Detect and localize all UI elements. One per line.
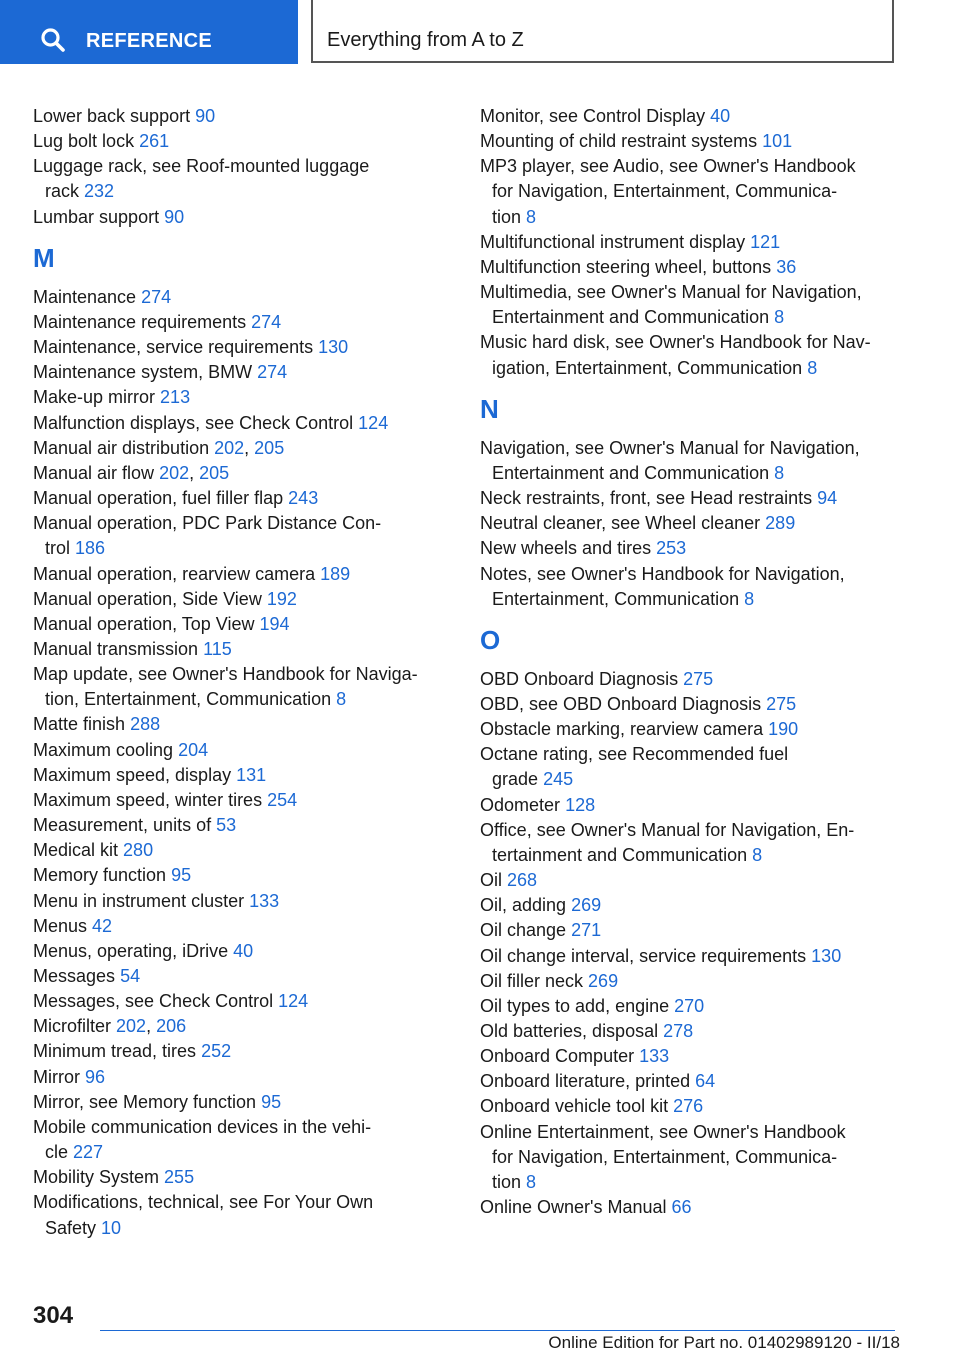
index-entry	[33, 889, 448, 914]
page-reference-link[interactable]: 90	[164, 206, 185, 227]
page-reference-link[interactable]: 40	[710, 106, 731, 126]
index-term: Maximum speed, display	[33, 764, 232, 785]
index-term: Maximum speed, winter tires	[33, 789, 263, 810]
index-entry	[33, 310, 448, 335]
index-term: Manual air distribution	[33, 437, 210, 458]
index-entry	[480, 154, 900, 229]
index-term: Notes, see Owner's Handbook for Navigation,	[480, 563, 845, 584]
page-reference-link[interactable]: 269	[571, 895, 602, 916]
page-reference-link[interactable]: 8	[744, 588, 755, 609]
index-term: Monitor, see Control Display	[480, 106, 706, 126]
index-term: Onboard Computer	[480, 1046, 635, 1067]
index-column-right	[480, 104, 900, 1220]
index-entry	[33, 1065, 448, 1090]
index-term-continuation: Entertainment and Communication	[492, 462, 770, 483]
index-entry: Microfilter 202, 206	[33, 1016, 187, 1037]
page-reference-link[interactable]: 232	[84, 181, 115, 202]
page-reference-link[interactable]: 205	[199, 462, 230, 483]
index-entry	[480, 230, 900, 255]
index-entry	[33, 360, 448, 385]
page-reference-link[interactable]: 42	[92, 915, 113, 936]
index-entry	[480, 692, 900, 717]
page-reference-link[interactable]: 243	[288, 488, 319, 509]
search-icon	[40, 27, 66, 53]
index-term: Medical kit	[33, 840, 119, 861]
page-reference-link[interactable]: 8	[336, 689, 347, 710]
index-term: Lumbar support	[33, 206, 160, 227]
index-entry: Manual air distribution 202, 205	[33, 437, 285, 458]
page-reference-link[interactable]: 268	[507, 870, 538, 891]
index-entry	[33, 662, 448, 712]
index-term: Octane rating, see Recommended fuel	[480, 744, 789, 765]
page-reference-link[interactable]: 131	[236, 764, 267, 785]
page-reference-link[interactable]: 253	[656, 538, 687, 559]
page-reference-link[interactable]: 275	[683, 668, 714, 689]
page-reference-link[interactable]: 66	[671, 1197, 692, 1218]
index-term: Messages	[33, 966, 116, 986]
page-reference-link[interactable]: 276	[673, 1096, 704, 1117]
index-term: Mirror, see Memory function	[33, 1091, 257, 1112]
page-reference-link[interactable]: 64	[695, 1071, 716, 1092]
index-entry	[33, 838, 448, 863]
index-entry	[480, 893, 900, 918]
index-term: Oil filler neck	[480, 970, 584, 991]
page-reference-link[interactable]: 255	[164, 1167, 195, 1188]
index-entry	[480, 129, 900, 154]
page-reference-link[interactable]: 289	[765, 513, 796, 534]
index-entry	[33, 637, 448, 662]
index-term: Mounting of child restraint systems	[480, 131, 758, 152]
index-term: Mirror	[33, 1066, 80, 1087]
index-term: Measurement, units of	[33, 815, 212, 836]
page-reference-link[interactable]: 274	[251, 311, 282, 332]
page-reference-link[interactable]: 274	[141, 286, 172, 307]
index-entry	[33, 738, 448, 763]
index-term-continuation: tertainment and Communication	[492, 844, 748, 865]
page-reference-link[interactable]: 275	[766, 693, 797, 714]
page-reference-link[interactable]: 133	[249, 890, 280, 911]
index-entry	[480, 1195, 900, 1220]
page-reference-link[interactable]: 133	[639, 1046, 670, 1067]
index-term: Oil types to add, engine	[480, 995, 670, 1016]
page-reference-link[interactable]: 204	[178, 739, 209, 760]
page-reference-link[interactable]: 189	[320, 563, 351, 584]
index-term: Manual operation, PDC Park Distance Con-	[33, 513, 382, 534]
index-term: Manual operation, Side View	[33, 588, 262, 609]
index-entry	[480, 667, 900, 692]
page-reference-link[interactable]: 121	[750, 231, 781, 252]
page-reference-link[interactable]: 202	[116, 1016, 147, 1037]
index-term: Maintenance	[33, 286, 137, 307]
page-reference-link[interactable]: 8	[752, 844, 763, 865]
page-reference-link[interactable]: 53	[216, 815, 237, 836]
page-reference-link[interactable]: 288	[130, 714, 161, 735]
index-entry	[33, 1039, 448, 1064]
index-entry	[33, 154, 448, 204]
index-term: Minimum tread, tires	[33, 1041, 197, 1062]
index-term: Online Owner's Manual	[480, 1197, 667, 1218]
index-term: OBD, see OBD Onboard Diagnosis	[480, 693, 762, 714]
index-term-continuation: tion	[492, 206, 522, 227]
page-reference-link[interactable]: 206	[156, 1016, 187, 1037]
index-term: Matte finish	[33, 714, 126, 735]
index-term: Mobile communication devices in the vehi-	[33, 1116, 372, 1137]
page-reference-link[interactable]: 254	[267, 789, 298, 810]
index-entry	[480, 330, 900, 380]
index-entry	[480, 969, 900, 994]
index-term: Lower back support	[33, 106, 191, 126]
page-reference-link[interactable]: 192	[266, 588, 297, 609]
page-reference-link[interactable]: 213	[160, 387, 191, 408]
index-term: Onboard vehicle tool kit	[480, 1096, 669, 1117]
index-term-continuation: tion, Entertainment, Communication	[45, 689, 332, 710]
index-entry	[33, 562, 448, 587]
index-entry	[33, 1165, 448, 1190]
index-term: Menus	[33, 915, 88, 936]
index-entry	[33, 335, 448, 360]
index-term: Oil change	[480, 920, 567, 941]
page-reference-link[interactable]: 252	[201, 1041, 232, 1062]
index-term: Menu in instrument cluster	[33, 890, 245, 911]
index-term: Multimedia, see Owner's Manual for Navigation,	[480, 282, 862, 303]
page-reference-link[interactable]: 269	[588, 970, 619, 991]
index-entry	[480, 511, 900, 536]
page-reference-link[interactable]: 194	[259, 613, 290, 634]
page-reference-link[interactable]: 261	[139, 131, 170, 152]
index-entry	[33, 989, 448, 1014]
index-term: Online Entertainment, see Owner's Handbook	[480, 1121, 846, 1142]
index-term: Navigation, see Owner's Manual for Navigation,	[480, 437, 860, 458]
index-column-left	[33, 104, 448, 1241]
index-entry	[480, 536, 900, 561]
index-term-continuation: for Navigation, Entertainment, Communica-	[492, 1146, 838, 1167]
index-entry	[33, 1190, 448, 1240]
index-term: Luggage rack, see Roof-mounted luggage	[33, 156, 370, 177]
index-term: Mobility System	[33, 1167, 160, 1188]
index-entry	[480, 793, 900, 818]
index-entry	[33, 788, 448, 813]
index-entry	[33, 813, 448, 838]
index-term-continuation: igation, Entertainment, Communication	[492, 357, 803, 378]
index-term-continuation: grade	[492, 769, 539, 790]
page-reference-link[interactable]: 274	[257, 362, 288, 383]
index-term: Office, see Owner's Manual for Navigation, En-	[480, 819, 855, 840]
page-reference-link[interactable]: 202	[214, 437, 245, 458]
index-term: Neutral cleaner, see Wheel cleaner	[480, 513, 761, 534]
index-entry	[33, 411, 448, 436]
index-entry	[480, 1069, 900, 1094]
index-entry	[33, 285, 448, 310]
page-reference-link[interactable]: 128	[565, 794, 596, 815]
index-term: Manual operation, Top View	[33, 613, 255, 634]
index-entry	[480, 255, 900, 280]
page-reference-link[interactable]: 95	[261, 1091, 282, 1112]
index-term-continuation: Entertainment, Communication	[492, 588, 740, 609]
page-reference-link[interactable]: 271	[571, 920, 602, 941]
index-entry	[480, 742, 900, 792]
page-reference-link[interactable]: 205	[254, 437, 285, 458]
index-entry	[33, 1115, 448, 1165]
index-entry	[33, 863, 448, 888]
index-term: Old batteries, disposal	[480, 1021, 659, 1041]
index-term: Manual operation, fuel filler flap	[33, 488, 284, 509]
index-term: Messages, see Check Control	[33, 991, 274, 1012]
index-term: Onboard literature, printed	[480, 1071, 691, 1092]
index-entry	[480, 436, 900, 486]
index-entry	[480, 994, 900, 1019]
index-entry	[33, 511, 448, 561]
index-term: Lug bolt lock	[33, 131, 135, 152]
index-term: Multifunction steering wheel, buttons	[480, 256, 772, 277]
index-term: Neck restraints, front, see Head restraints	[480, 488, 813, 509]
index-entry	[33, 486, 448, 511]
index-entry	[33, 587, 448, 612]
index-letter-heading: O	[480, 624, 501, 655]
index-entry	[480, 818, 900, 868]
chapter-title: Everything from A to Z	[327, 29, 524, 51]
index-term: Manual operation, rearview camera	[33, 563, 316, 584]
page-number: 304	[33, 1302, 74, 1329]
index-entry	[33, 914, 448, 939]
page-reference-link[interactable]: 96	[85, 1066, 106, 1087]
page-reference-link[interactable]: 130	[811, 945, 842, 966]
index-term: Oil	[480, 870, 502, 891]
index-term: Microfilter	[33, 1016, 112, 1037]
index-term: Odometer	[480, 794, 561, 815]
index-term: Oil change interval, service requirements	[480, 945, 807, 966]
page-reference-link[interactable]: 270	[674, 995, 705, 1016]
page-reference-link[interactable]: 190	[768, 719, 799, 740]
index-term: Maintenance requirements	[33, 311, 247, 332]
index-entry	[33, 964, 448, 989]
index-term: Malfunction displays, see Check Control	[33, 412, 354, 433]
index-term: Multifunctional instrument display	[480, 231, 746, 252]
index-term: Modifications, technical, see For Your Own	[33, 1192, 374, 1213]
footer-divider	[100, 1330, 895, 1331]
index-term: Make-up mirror	[33, 387, 156, 408]
page-reference-link[interactable]: 90	[195, 106, 216, 126]
index-entry	[33, 205, 448, 230]
page-reference-link[interactable]: 94	[817, 488, 838, 509]
index-term: Maintenance, service requirements	[33, 337, 314, 358]
index-term-continuation: for Navigation, Entertainment, Communica-	[492, 181, 838, 202]
page-reference-link[interactable]: 8	[526, 206, 537, 227]
page-reference-link[interactable]: 95	[171, 865, 192, 886]
index-term: Music hard disk, see Owner's Handbook for Nav-	[480, 332, 871, 353]
edition-text: Online Edition for Part no. 01402989120 - II/18	[548, 1333, 900, 1352]
index-entry	[480, 717, 900, 742]
page-reference-link[interactable]: 115	[203, 638, 232, 659]
page-reference-link[interactable]: 124	[278, 991, 309, 1012]
index-term: Oil, adding	[480, 895, 567, 916]
index-term: New wheels and tires	[480, 538, 652, 559]
index-entry	[33, 385, 448, 410]
index-entry	[480, 486, 900, 511]
index-entry	[33, 763, 448, 788]
page-reference-link[interactable]: 202	[159, 462, 190, 483]
index-entry	[480, 280, 900, 330]
page-reference-link[interactable]: 54	[120, 966, 141, 986]
index-entry	[33, 104, 448, 129]
index-entry	[480, 944, 900, 969]
index-entry	[480, 562, 900, 612]
index-term: Memory function	[33, 865, 167, 886]
index-term: MP3 player, see Audio, see Owner's Handbook	[480, 156, 856, 177]
index-term-continuation: cle	[45, 1142, 69, 1163]
index-entry	[33, 939, 448, 964]
index-entry	[480, 868, 900, 893]
index-letter-heading: M	[33, 242, 55, 273]
index-entry	[33, 1090, 448, 1115]
page-reference-link[interactable]: 130	[318, 337, 349, 358]
index-term: Obstacle marking, rearview camera	[480, 719, 764, 740]
reference-tab[interactable]	[0, 0, 298, 64]
page-reference-link[interactable]: 101	[762, 131, 793, 152]
index-entry	[480, 1019, 900, 1044]
index-term: Maximum cooling	[33, 739, 174, 760]
index-term: OBD Onboard Diagnosis	[480, 668, 679, 689]
index-term: Maintenance system, BMW	[33, 362, 253, 383]
index-letter-heading: N	[480, 393, 499, 424]
page-reference-link[interactable]: 124	[358, 412, 389, 433]
index-entry	[480, 918, 900, 943]
index-entry	[480, 1094, 900, 1119]
page-reference-link[interactable]: 278	[663, 1021, 694, 1041]
page-reference-link[interactable]: 8	[807, 357, 818, 378]
page-reference-link[interactable]: 280	[123, 840, 154, 861]
chapter-title-box	[311, 0, 894, 63]
index-entry	[480, 104, 900, 129]
index-term-continuation: Safety	[45, 1217, 97, 1238]
reference-label: REFERENCE	[86, 30, 213, 52]
page-reference-link[interactable]: 40	[233, 940, 254, 961]
index-term: Manual transmission	[33, 638, 199, 659]
index-entry	[480, 1044, 900, 1069]
page-reference-link[interactable]: 8	[774, 307, 785, 328]
page-reference-link[interactable]: 36	[776, 256, 797, 277]
index-term-continuation: trol	[45, 538, 71, 559]
index-entry	[480, 1120, 900, 1195]
page-reference-link[interactable]: 10	[101, 1217, 122, 1238]
index-term-continuation: Entertainment and Communication	[492, 307, 770, 328]
index-entry	[33, 129, 448, 154]
page-header	[0, 0, 960, 66]
index-entry	[33, 712, 448, 737]
index-term-continuation: rack	[45, 181, 80, 202]
page-reference-link[interactable]: 8	[774, 462, 785, 483]
index-term-continuation: tion	[492, 1171, 522, 1192]
index-term: Map update, see Owner's Handbook for Naviga-	[33, 664, 418, 685]
page-reference-link[interactable]: 227	[73, 1142, 104, 1163]
page-reference-link[interactable]: 8	[526, 1171, 537, 1192]
page-reference-link[interactable]: 186	[75, 538, 106, 559]
index-term: Manual air flow	[33, 462, 155, 483]
index-term: Menus, operating, iDrive	[33, 940, 229, 961]
page-reference-link[interactable]: 245	[543, 769, 574, 790]
index-entry	[33, 612, 448, 637]
index-entry: Manual air flow 202, 205	[33, 462, 230, 483]
